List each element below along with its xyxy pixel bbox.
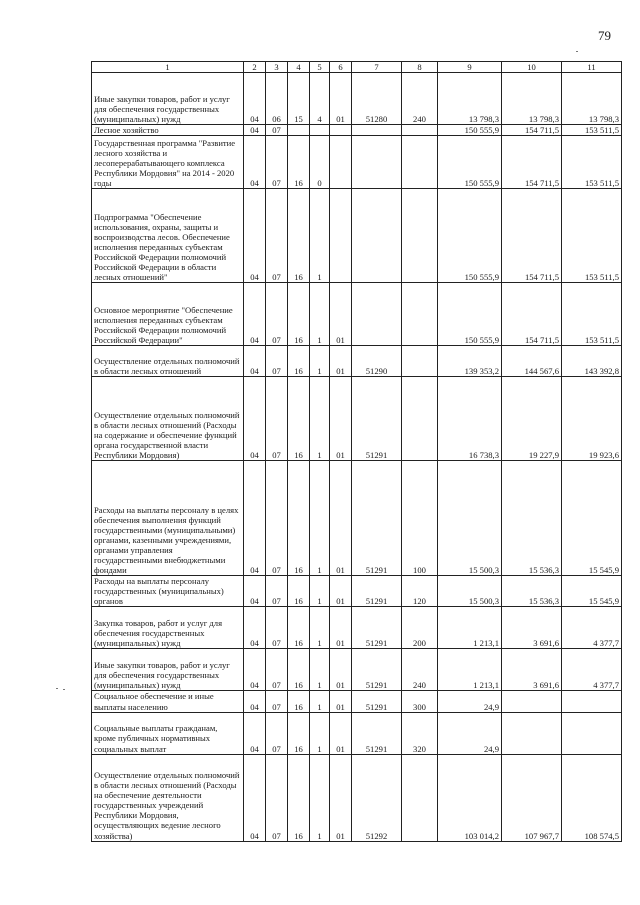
table-cell	[288, 125, 310, 136]
table-cell: 01	[330, 461, 352, 576]
table-cell	[402, 346, 438, 377]
table-cell: 04	[244, 346, 266, 377]
row-label-cell: Иные закупки товаров, работ и услуг для обеспечения государственных (муниципальных) нужд	[92, 649, 244, 691]
table-cell: 04	[244, 461, 266, 576]
table-cell	[352, 125, 402, 136]
table-cell: 108 574,5	[562, 754, 622, 841]
table-cell: 16	[288, 461, 310, 576]
table-cell: 4	[310, 73, 330, 125]
table-cell: 4 377,7	[562, 607, 622, 649]
table-row	[92, 73, 622, 125]
row-label-cell: Социальное обеспечение и иные выплаты населению	[92, 691, 244, 712]
column-header: 5	[310, 62, 330, 73]
table-cell: 1	[310, 712, 330, 754]
table-cell: 04	[244, 576, 266, 607]
table-cell: 154 711,5	[502, 136, 562, 189]
table-row	[92, 189, 622, 283]
table-cell: 51291	[352, 377, 402, 461]
table-cell: 200	[402, 607, 438, 649]
table-cell	[402, 377, 438, 461]
table-cell	[402, 283, 438, 346]
table-cell: 1	[310, 691, 330, 712]
table-cell: 51291	[352, 607, 402, 649]
row-label-cell: Закупка товаров, работ и услуг для обеспечения государственных (муниципальных) нужд	[92, 607, 244, 649]
table-cell: 01	[330, 712, 352, 754]
table-cell: 04	[244, 73, 266, 125]
column-header: 3	[266, 62, 288, 73]
table-cell: 1 213,1	[438, 607, 502, 649]
table-cell: 13 798,3	[502, 73, 562, 125]
table-cell	[562, 691, 622, 712]
table-cell: 07	[266, 189, 288, 283]
table-cell: 07	[266, 461, 288, 576]
table-row	[92, 125, 622, 136]
table-cell: 51291	[352, 461, 402, 576]
table-cell: 01	[330, 576, 352, 607]
table-cell	[352, 136, 402, 189]
table-cell: 15 545,9	[562, 461, 622, 576]
table-cell	[352, 189, 402, 283]
table-cell: 04	[244, 607, 266, 649]
table-cell	[502, 691, 562, 712]
table-row	[92, 283, 622, 346]
table-cell: 07	[266, 691, 288, 712]
table-cell: 16	[288, 377, 310, 461]
table-cell: 01	[330, 607, 352, 649]
table-row	[92, 136, 622, 189]
table-cell	[310, 125, 330, 136]
table-cell: 16	[288, 136, 310, 189]
table-row	[92, 607, 622, 649]
table-cell: 06	[266, 73, 288, 125]
table-cell: 16	[288, 189, 310, 283]
table-cell: 07	[266, 576, 288, 607]
table-cell: 0	[310, 136, 330, 189]
table-cell: 107 967,7	[502, 754, 562, 841]
table-cell: 1	[310, 346, 330, 377]
table-cell: 300	[402, 691, 438, 712]
table-cell: 1	[310, 283, 330, 346]
table-cell: 04	[244, 377, 266, 461]
table-cell: 04	[244, 649, 266, 691]
table-cell: 04	[244, 712, 266, 754]
table-cell: 04	[244, 754, 266, 841]
table-cell: 07	[266, 346, 288, 377]
table-cell	[330, 189, 352, 283]
table-cell: 15 536,3	[502, 576, 562, 607]
table-cell	[402, 189, 438, 283]
table-cell: 320	[402, 712, 438, 754]
table-cell: 07	[266, 125, 288, 136]
page-number: 79	[598, 28, 611, 43]
table-cell: 1	[310, 649, 330, 691]
row-label-cell: Государственная программа "Развитие лесного хозяйства и лесоперерабатывающего комплекса Республики Мордовия" на 2014 - 2020 годы	[92, 136, 244, 189]
table-cell: 51291	[352, 576, 402, 607]
table-row	[92, 461, 622, 576]
table-cell: 150 555,9	[438, 125, 502, 136]
table-row	[92, 649, 622, 691]
row-label-cell: Социальные выплаты гражданам, кроме публичных нормативных социальных выплат	[92, 712, 244, 754]
column-header: 8	[402, 62, 438, 73]
table-cell: 154 711,5	[502, 283, 562, 346]
table-cell: 1	[310, 607, 330, 649]
table-cell: 120	[402, 576, 438, 607]
table-cell	[402, 754, 438, 841]
table-cell	[402, 136, 438, 189]
table-cell: 16	[288, 283, 310, 346]
row-label-cell: Лесное хозяйство	[92, 125, 244, 136]
table-cell	[402, 125, 438, 136]
table-row	[92, 576, 622, 607]
table-cell: 240	[402, 649, 438, 691]
table-cell: 07	[266, 754, 288, 841]
table-cell: 103 014,2	[438, 754, 502, 841]
column-header: 4	[288, 62, 310, 73]
table-cell: 15	[288, 73, 310, 125]
scan-speck	[576, 51, 578, 52]
column-header: 6	[330, 62, 352, 73]
table-row	[92, 754, 622, 841]
table-cell: 51280	[352, 73, 402, 125]
table-cell: 04	[244, 283, 266, 346]
column-header: 10	[502, 62, 562, 73]
table-cell: 16	[288, 576, 310, 607]
table-cell: 51291	[352, 691, 402, 712]
table-cell: 153 511,5	[562, 136, 622, 189]
table-cell: 1	[310, 461, 330, 576]
table-cell: 16 738,3	[438, 377, 502, 461]
table-cell: 153 511,5	[562, 189, 622, 283]
row-label-cell: Подпрограмма "Обеспечение использования, охраны, защиты и воспроизводства лесов. Обеспечение исполнения переданных субъектам Российской Федерации полномочий Российской Федерации в области лесных отношений"	[92, 189, 244, 283]
table-cell: 3 691,6	[502, 649, 562, 691]
table-cell: 07	[266, 649, 288, 691]
table-cell: 24,9	[438, 712, 502, 754]
table-cell: 13 798,3	[562, 73, 622, 125]
table-cell: 16	[288, 712, 310, 754]
table-cell: 01	[330, 649, 352, 691]
table-cell	[562, 712, 622, 754]
table-cell: 51292	[352, 754, 402, 841]
budget-table	[91, 61, 622, 842]
table-row	[92, 377, 622, 461]
column-header: 7	[352, 62, 402, 73]
table-cell: 51290	[352, 346, 402, 377]
row-label-cell: Основное мероприятие "Обеспечение исполнения переданных субъектам Российской Федерации полномочий Российской Федерации"	[92, 283, 244, 346]
row-label-cell: Иные закупки товаров, работ и услуг для обеспечения государственных (муниципальных) нужд	[92, 73, 244, 125]
table-cell: 154 711,5	[502, 125, 562, 136]
table-cell: 24,9	[438, 691, 502, 712]
table-cell: 16	[288, 754, 310, 841]
table-cell: 15 536,3	[502, 461, 562, 576]
row-label-cell: Осуществление отдельных полномочий в области лесных отношений (Расходы на содержание и обеспечение функций органа государственной власти Республики Мордовия)	[92, 377, 244, 461]
table-cell: 16	[288, 346, 310, 377]
table-cell: 1	[310, 754, 330, 841]
table-cell: 07	[266, 136, 288, 189]
table-cell: 07	[266, 377, 288, 461]
scan-speck	[56, 688, 58, 689]
table-cell: 04	[244, 125, 266, 136]
table-row	[92, 712, 622, 754]
table-cell: 07	[266, 283, 288, 346]
scan-speck	[63, 689, 65, 690]
table-cell: 04	[244, 136, 266, 189]
table-cell: 04	[244, 189, 266, 283]
row-label-cell: Расходы на выплаты персоналу в целях обеспечения выполнения функций государственными (муниципальными) органами, казенными учреждениями, органами управления государственными внебюджетными фондами	[92, 461, 244, 576]
table-cell: 01	[330, 346, 352, 377]
table-cell: 4 377,7	[562, 649, 622, 691]
table-cell: 3 691,6	[502, 607, 562, 649]
column-header: 11	[562, 62, 622, 73]
table-cell: 51291	[352, 649, 402, 691]
table-cell: 143 392,8	[562, 346, 622, 377]
table-cell: 01	[330, 73, 352, 125]
table-cell: 15 500,3	[438, 576, 502, 607]
table-cell	[502, 712, 562, 754]
table-row	[92, 346, 622, 377]
table-cell: 150 555,9	[438, 189, 502, 283]
table-cell: 1	[310, 189, 330, 283]
table-cell: 01	[330, 754, 352, 841]
table-cell: 13 798,3	[438, 73, 502, 125]
header-row	[92, 62, 622, 73]
table-cell: 144 567,6	[502, 346, 562, 377]
table-cell: 15 545,9	[562, 576, 622, 607]
table-cell: 07	[266, 712, 288, 754]
table-cell: 01	[330, 283, 352, 346]
table-cell: 100	[402, 461, 438, 576]
row-label-cell: Осуществление отдельных полномочий в области лесных отношений (Расходы на обеспечение деятельности государственных учреждений Республики Мордовия, осуществляющих ведение лесного хозяйства)	[92, 754, 244, 841]
table-cell: 139 353,2	[438, 346, 502, 377]
table-cell: 07	[266, 607, 288, 649]
table-cell: 04	[244, 691, 266, 712]
column-header: 9	[438, 62, 502, 73]
table-cell: 1	[310, 576, 330, 607]
table-cell: 15 500,3	[438, 461, 502, 576]
table-cell	[330, 125, 352, 136]
table-cell: 240	[402, 73, 438, 125]
row-label-cell: Осуществление отдельных полномочий в области лесных отношений	[92, 346, 244, 377]
row-label-cell: Расходы на выплаты персоналу государственных (муниципальных) органов	[92, 576, 244, 607]
table-cell: 150 555,9	[438, 136, 502, 189]
table-cell: 1	[310, 377, 330, 461]
table-cell: 51291	[352, 712, 402, 754]
table-cell: 01	[330, 377, 352, 461]
column-header: 2	[244, 62, 266, 73]
table-cell: 19 923,6	[562, 377, 622, 461]
table-cell: 153 511,5	[562, 125, 622, 136]
table-cell: 16	[288, 691, 310, 712]
table-cell: 1 213,1	[438, 649, 502, 691]
table-cell: 01	[330, 691, 352, 712]
table-cell: 150 555,9	[438, 283, 502, 346]
table-cell: 19 227,9	[502, 377, 562, 461]
column-header: 1	[92, 62, 244, 73]
table-cell: 153 511,5	[562, 283, 622, 346]
table-cell	[330, 136, 352, 189]
table-cell: 16	[288, 649, 310, 691]
table-cell	[352, 283, 402, 346]
table-cell: 154 711,5	[502, 189, 562, 283]
table-cell: 16	[288, 607, 310, 649]
table-row	[92, 691, 622, 712]
